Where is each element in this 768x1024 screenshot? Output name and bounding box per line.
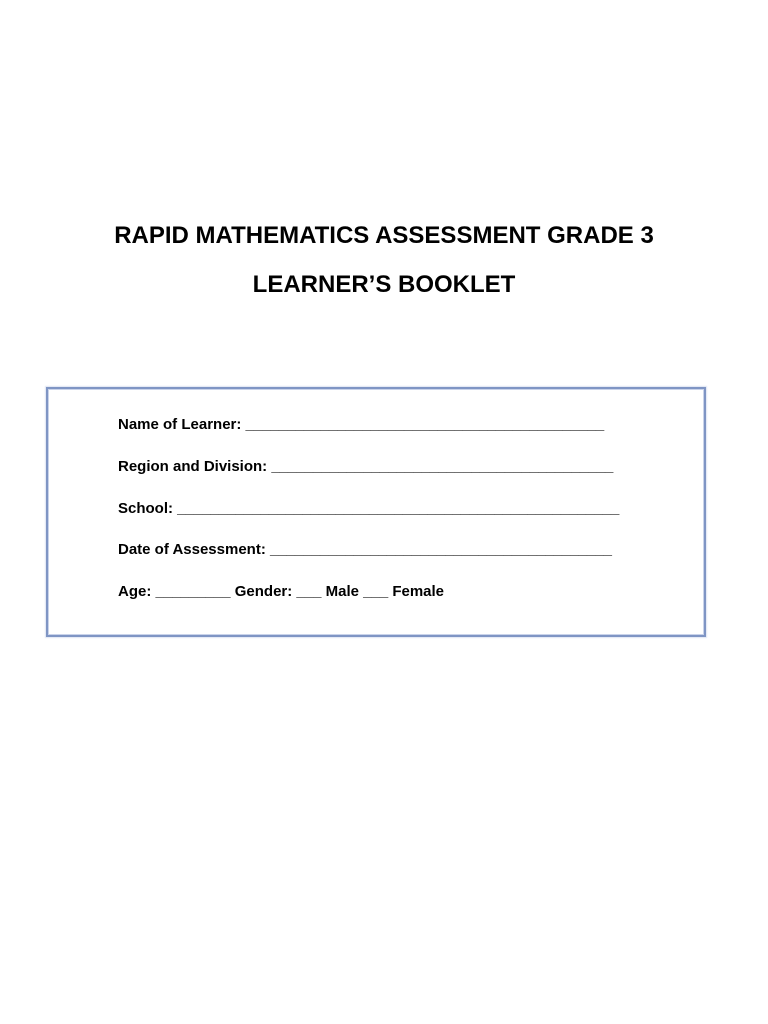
date-of-assessment-field: Date of Assessment: _________________________________________ (118, 541, 613, 558)
document-title: RAPID MATHEMATICS ASSESSMENT GRADE 3 (114, 222, 654, 249)
age-gender-field: Age: _________ Gender: ___ Male ___ Female (118, 583, 445, 600)
learner-info-box (46, 387, 706, 637)
region-and-division-field: Region and Division: _________________________________________ (118, 458, 614, 475)
document-subtitle: LEARNER’S BOOKLET (252, 271, 516, 298)
name-of-learner-field: Name of Learner: ___________________________________________ (118, 416, 605, 433)
school-field: School: _____________________________________________________ (118, 500, 620, 517)
